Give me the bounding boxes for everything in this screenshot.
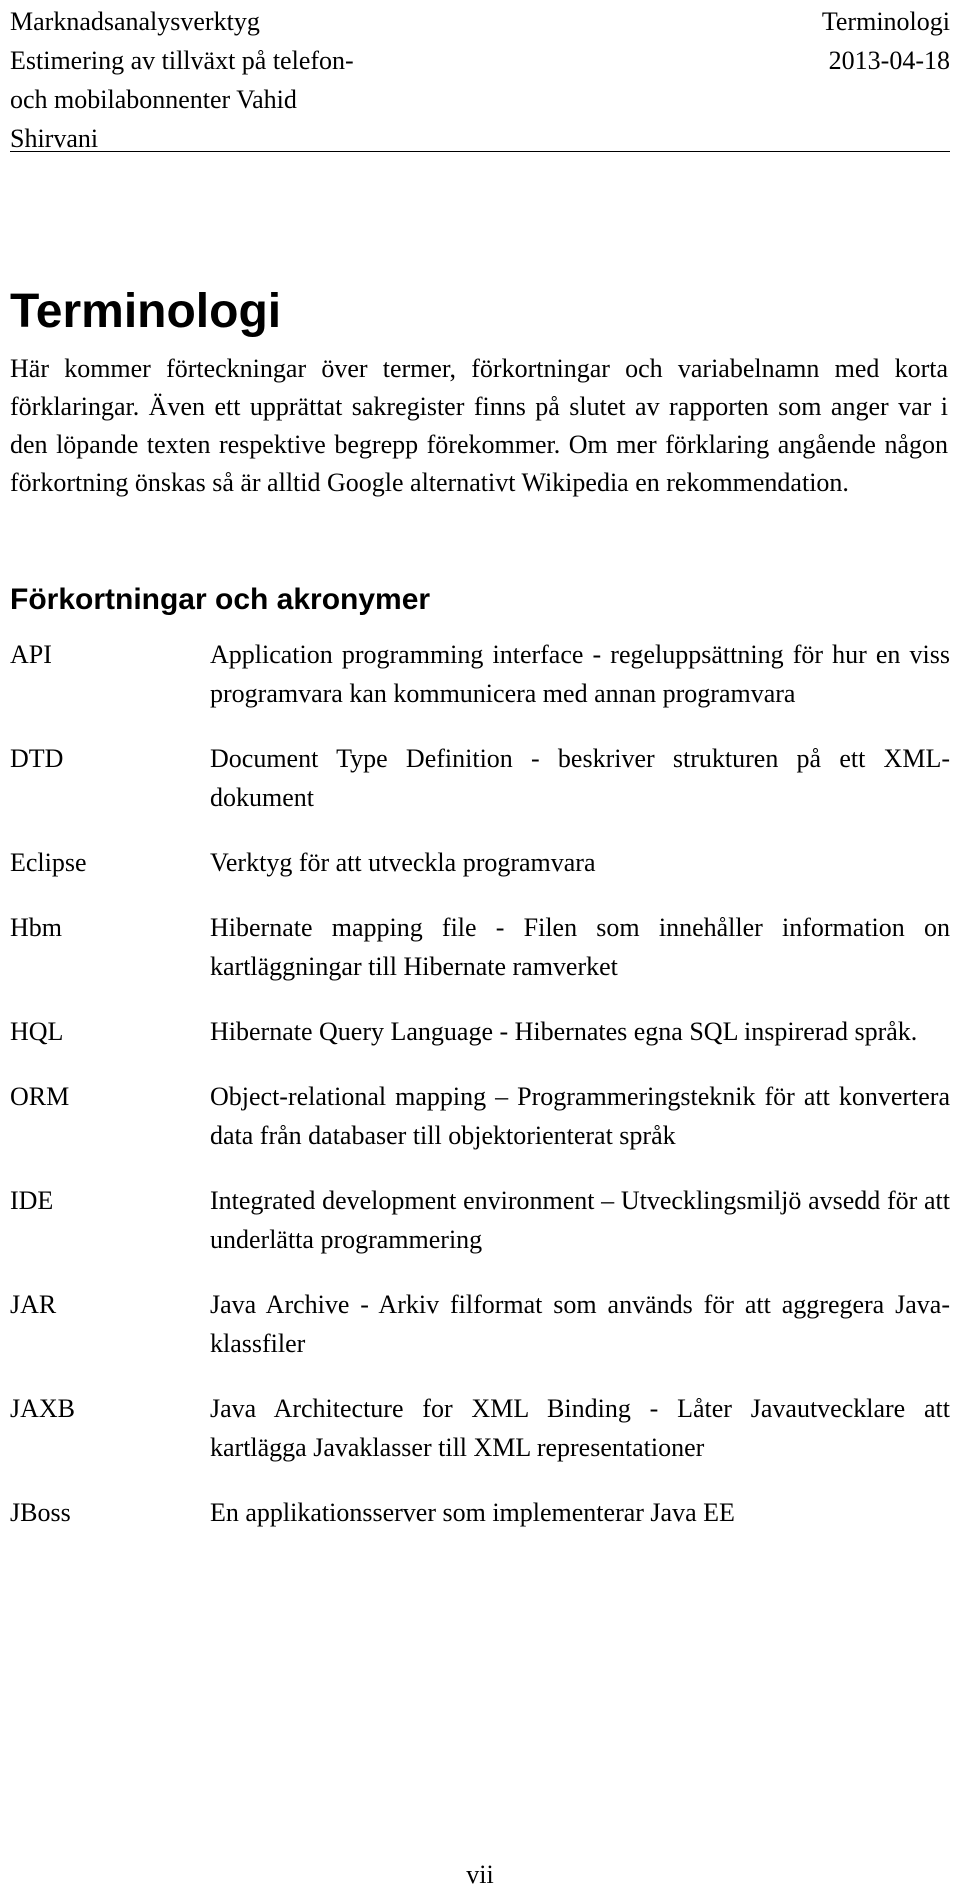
header-line: Shirvani [10,124,99,153]
section-heading: Förkortningar och akronymer [10,583,431,616]
abbreviation: API [10,640,52,669]
abbreviation: Hbm [10,913,62,942]
page-title: Terminologi [10,285,282,338]
definition: Integrated development environment – Utvecklingsmiljö avsedd för att underlätta programmering [210,1186,950,1254]
definition: Hibernate mapping file - Filen som innehåller information on kartläggningar till Hibernate ramverket [210,913,950,981]
abbreviation: Eclipse [10,848,87,877]
definition: Object-relational mapping – Programmeringsteknik för att konvertera data från databaser till objektorienterat språk [210,1082,950,1150]
list-item [10,1181,950,1259]
list-item [10,1285,950,1363]
abbreviation-list [10,635,950,1558]
definition: Verktyg för att utveckla programvara [210,848,596,877]
abbreviation: JAXB [10,1394,76,1423]
definition: En applikationsserver som implementerar Java EE [210,1498,735,1527]
abbreviation: IDE [10,1186,54,1215]
header-date: 2013-04-18 [828,46,950,75]
definition: Hibernate Query Language - Hibernates egna SQL inspirerad språk. [210,1017,918,1046]
list-item [10,908,950,986]
definition: Java Architecture for XML Binding - Låter Javautvecklare att kartlägga Javaklasser till XML representationer [210,1394,950,1462]
definition: Java Archive - Arkiv filformat som används för att aggregera Java-klassfiler [210,1290,950,1358]
abbreviation: JAR [10,1290,57,1319]
list-item [10,739,950,817]
list-item [10,1389,950,1467]
header-line: Marknadsanalysverktyg [10,7,260,36]
page-number: vii [466,1860,494,1889]
intro-paragraph: Här kommer förteckningar över termer, förkortningar och variabelnamn med korta förklaringar. Även ett upprättat sakregister finns på slutet av rapporten som anger var i den löpande texten respektive begrepp förekommer. Om mer förklaring angående någon förkortning önskas så är alltid Google alternativt Wikipedia en rekommendation. [10,354,948,497]
list-item [10,1012,950,1051]
abbreviation: ORM [10,1082,70,1111]
page-header [10,0,950,152]
list-item [10,1077,950,1155]
abbreviation: JBoss [10,1498,71,1527]
list-item [10,843,950,882]
list-item [10,635,950,713]
abbreviation: HQL [10,1017,64,1046]
header-document-info [10,2,480,158]
definition: Document Type Definition - beskriver strukturen på ett XML-dokument [210,744,950,812]
abbreviation: DTD [10,744,64,773]
list-item [10,1493,950,1532]
definition: Application programming interface - regeluppsättning för hur en viss programvara kan kommunicera med annan programvara [210,640,950,708]
header-chapter-info [822,2,950,80]
header-line: Estimering av tillväxt på telefon- [10,46,354,75]
header-chapter-title: Terminologi [821,7,950,36]
header-line: och mobilabonnenter Vahid [10,85,297,114]
